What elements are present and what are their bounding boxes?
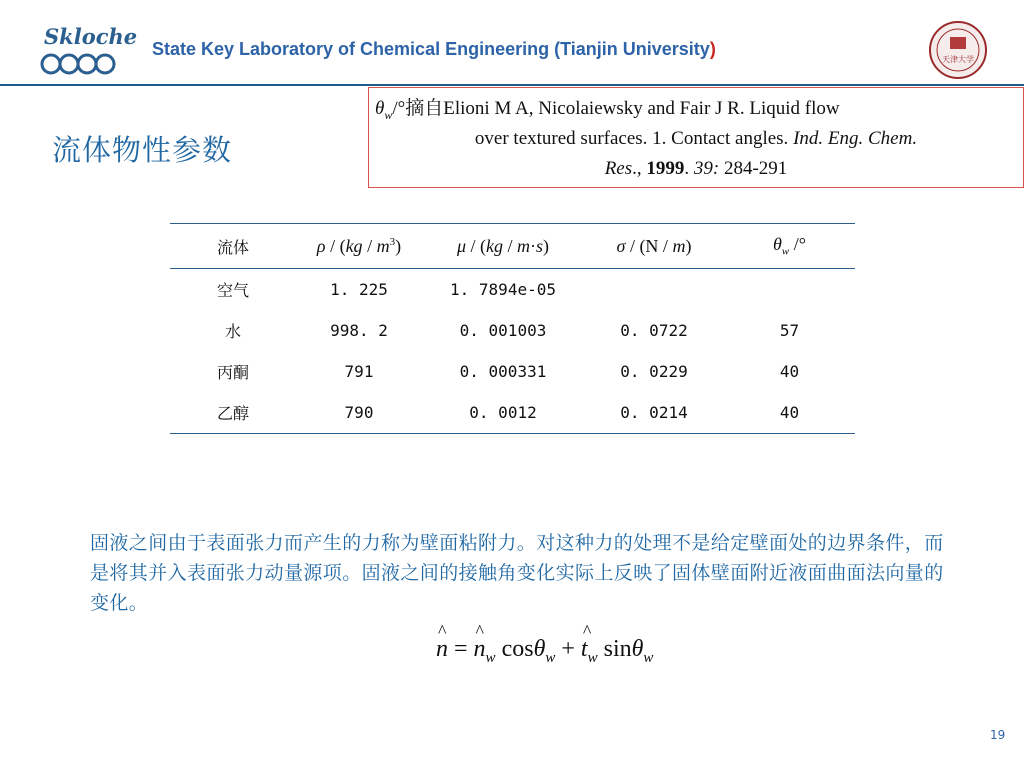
table-row (170, 310, 855, 351)
header-surface-tension: σ / (N / m) (616, 235, 692, 256)
reference-line-1: $\theta_w/^\circ$摘自Elioni M A, Nicolaiewsky and Fair J R. Liquid flow (375, 98, 840, 122)
cell-density: 1. 225 (330, 280, 388, 299)
header-divider (0, 84, 1024, 86)
explanation-paragraph: 固液之间由于表面张力而产生的力称为壁面粘附力。对这种力的处理不是给定壁面处的边界条件，而是将其并入表面张力动量源项。固液之间的接触角变化实际上反映了固体壁面附近液面曲面法向量的变化。 (90, 532, 944, 614)
reference-box (368, 87, 1024, 188)
reference-line-3: Res., 1999. 39: 284-291 (604, 158, 788, 179)
cell-contact-angle: 57 (779, 321, 800, 340)
cell-surface-tension: 0. 0722 (620, 321, 688, 340)
cell-surface-tension (584, 269, 724, 311)
cell-viscosity: 0. 001003 (459, 321, 547, 340)
cell-name: 丙酮 (216, 363, 249, 382)
cell-name: 水 (224, 322, 241, 341)
logo-text: Skloche (44, 24, 138, 49)
reference-line-2: over textured surfaces. 1. Contact angles. Ind. Eng. Chem. (474, 128, 918, 149)
cell-contact-angle: 40 (779, 403, 800, 422)
slide-title: 流体物性参数 (52, 133, 233, 167)
cell-contact-angle (724, 269, 855, 311)
table-row (170, 269, 855, 311)
header-viscosity: μ / (kg / m·s) (456, 235, 550, 256)
header-title: State Key Laboratory of Chemical Engineering (Tianjin University) (152, 39, 716, 59)
header-fluid: 流体 (216, 237, 249, 257)
cell-name: 空气 (216, 281, 249, 300)
cell-surface-tension: 0. 0214 (620, 403, 688, 422)
cell-viscosity: 1. 7894e-05 (450, 280, 556, 299)
table-row (170, 351, 855, 392)
normal-vector-equation: ^ n = ^ $n_w$ cosθ$_w$ + ^ $t_w$ sinθ$_w$ (436, 636, 653, 667)
page-number: 19 (990, 728, 1006, 742)
cell-viscosity: 0. 000331 (459, 362, 547, 381)
table-header-row (170, 224, 855, 269)
university-seal (928, 20, 988, 80)
header-density: ρ / $(kg / m^3)$ (316, 235, 402, 256)
cell-density: 790 (344, 403, 374, 422)
cell-contact-angle: 40 (779, 362, 800, 381)
table-row (170, 392, 855, 434)
cell-viscosity: 0. 0012 (469, 403, 537, 422)
header-contact-angle: $\theta_w$ /° (773, 234, 806, 258)
cell-surface-tension: 0. 0229 (620, 362, 688, 381)
cell-density: 791 (344, 362, 374, 381)
svg-text:天津大学: 天津大学 (942, 55, 974, 64)
fluid-properties-table (170, 223, 855, 434)
cell-density: 998. 2 (330, 321, 388, 340)
cell-name: 乙醇 (216, 404, 249, 423)
